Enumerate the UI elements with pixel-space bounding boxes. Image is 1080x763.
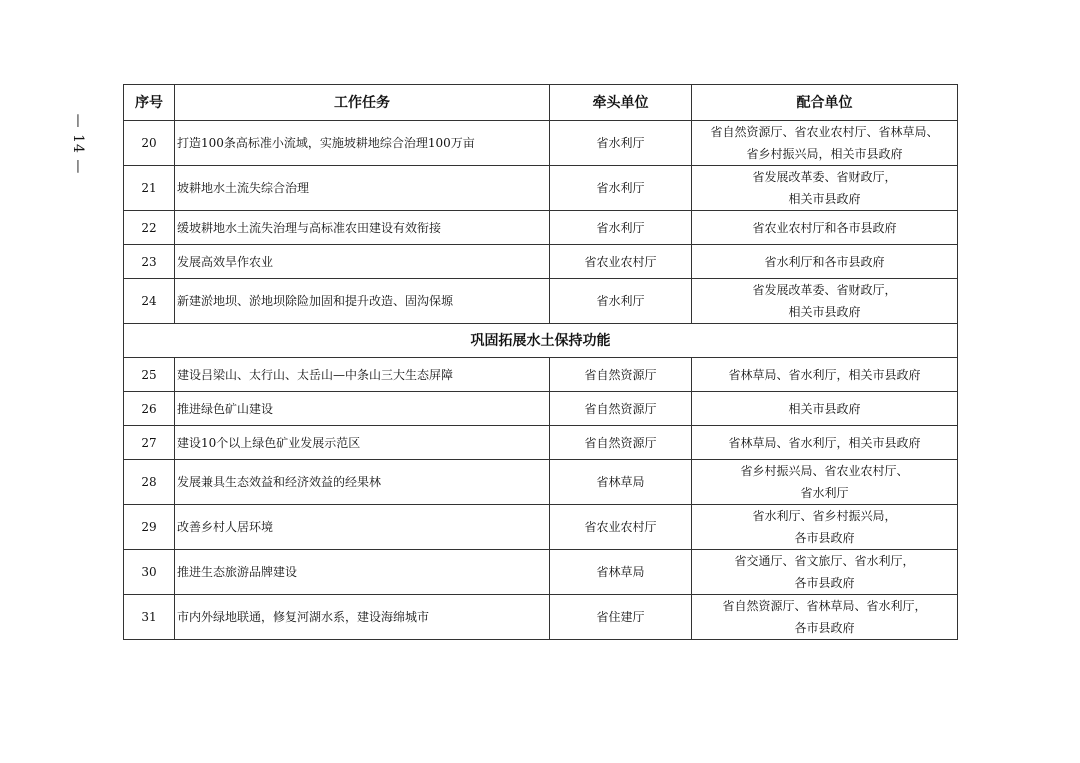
row-no: 26: [124, 392, 175, 426]
section-row: [124, 324, 958, 358]
co-line: 省自然资源厅、省林草局、省水利厅，: [722, 599, 927, 613]
co-line: 各市县政府: [794, 621, 855, 635]
table-row: [124, 426, 958, 460]
row-lead-unit: 省农业农村厅: [550, 505, 692, 550]
task-table: [123, 84, 958, 640]
header-cooperating-unit: 配合单位: [692, 85, 958, 121]
co-line: 相关市县政府: [788, 192, 861, 206]
row-cooperating-unit: [692, 460, 958, 505]
row-cooperating-unit: [692, 121, 958, 166]
co-line: 相关市县政府: [788, 305, 861, 319]
row-task: 推进绿色矿山建设: [175, 392, 550, 426]
row-lead-unit: 省自然资源厅: [550, 358, 692, 392]
row-no: 31: [124, 595, 175, 640]
row-task: 打造100条高标准小流域，实施坡耕地综合治理100万亩: [175, 121, 550, 166]
row-task: 新建淤地坝、淤地坝除险加固和提升改造、固沟保塬: [175, 279, 550, 324]
row-lead-unit: 省林草局: [550, 550, 692, 595]
row-cooperating-unit: 省农业农村厅和各市县政府: [692, 211, 958, 245]
row-cooperating-unit: [692, 550, 958, 595]
row-cooperating-unit: [692, 505, 958, 550]
row-no: 25: [124, 358, 175, 392]
row-task: 建设吕梁山、太行山、太岳山—中条山三大生态屏障: [175, 358, 550, 392]
row-cooperating-unit: [692, 279, 958, 324]
row-cooperating-unit: 相关市县政府: [692, 392, 958, 426]
row-no: 22: [124, 211, 175, 245]
row-no: 24: [124, 279, 175, 324]
row-task: 发展高效旱作农业: [175, 245, 550, 279]
co-line: 省乡村振兴局、省农业农村厅、: [740, 464, 909, 478]
co-line: 省自然资源厅、省农业农村厅、省林草局、: [710, 125, 939, 139]
table-row: [124, 166, 958, 211]
page-number: — 14 —: [70, 113, 86, 175]
header-task: 工作任务: [175, 85, 550, 121]
row-lead-unit: 省住建厅: [550, 595, 692, 640]
row-lead-unit: 省水利厅: [550, 166, 692, 211]
table-row: [124, 595, 958, 640]
table-header-row: [124, 85, 958, 121]
table-row: [124, 211, 958, 245]
co-line: 省发展改革委、省财政厅，: [752, 170, 897, 184]
row-task: 建设10个以上绿色矿业发展示范区: [175, 426, 550, 460]
row-task: 缓坡耕地水土流失治理与高标准农田建设有效衔接: [175, 211, 550, 245]
row-lead-unit: 省水利厅: [550, 121, 692, 166]
table-row: [124, 550, 958, 595]
table-row: [124, 392, 958, 426]
row-task: 坡耕地水土流失综合治理: [175, 166, 550, 211]
row-lead-unit: 省林草局: [550, 460, 692, 505]
row-cooperating-unit: 省林草局、省水利厅，相关市县政府: [692, 426, 958, 460]
row-task: 发展兼具生态效益和经济效益的经果林: [175, 460, 550, 505]
table-row: [124, 245, 958, 279]
co-line: 省交通厅、省文旅厅、省水利厅，: [734, 554, 915, 568]
table-row: [124, 279, 958, 324]
row-no: 20: [124, 121, 175, 166]
row-cooperating-unit: [692, 595, 958, 640]
section-title: 巩固拓展水土保持功能: [124, 324, 958, 358]
table-row: [124, 460, 958, 505]
co-line: 各市县政府: [794, 531, 855, 545]
row-task: 市内外绿地联通，修复河湖水系，建设海绵城市: [175, 595, 550, 640]
row-cooperating-unit: 省林草局、省水利厅，相关市县政府: [692, 358, 958, 392]
row-cooperating-unit: 省水利厅和各市县政府: [692, 245, 958, 279]
row-no: 30: [124, 550, 175, 595]
row-lead-unit: 省自然资源厅: [550, 392, 692, 426]
co-line: 省乡村振兴局，相关市县政府: [746, 147, 903, 161]
co-line: 各市县政府: [794, 576, 855, 590]
table-row: [124, 121, 958, 166]
table-row: [124, 505, 958, 550]
row-no: 23: [124, 245, 175, 279]
row-no: 27: [124, 426, 175, 460]
header-no: 序号: [124, 85, 175, 121]
row-task: 推进生态旅游品牌建设: [175, 550, 550, 595]
row-cooperating-unit: [692, 166, 958, 211]
table-row: [124, 358, 958, 392]
row-task: 改善乡村人居环境: [175, 505, 550, 550]
co-line: 省发展改革委、省财政厅，: [752, 283, 897, 297]
row-lead-unit: 省自然资源厅: [550, 426, 692, 460]
header-lead-unit: 牵头单位: [550, 85, 692, 121]
row-lead-unit: 省水利厅: [550, 211, 692, 245]
row-lead-unit: 省农业农村厅: [550, 245, 692, 279]
row-no: 21: [124, 166, 175, 211]
co-line: 省水利厅: [800, 486, 849, 500]
row-lead-unit: 省水利厅: [550, 279, 692, 324]
row-no: 29: [124, 505, 175, 550]
row-no: 28: [124, 460, 175, 505]
co-line: 省水利厅、省乡村振兴局，: [752, 509, 897, 523]
